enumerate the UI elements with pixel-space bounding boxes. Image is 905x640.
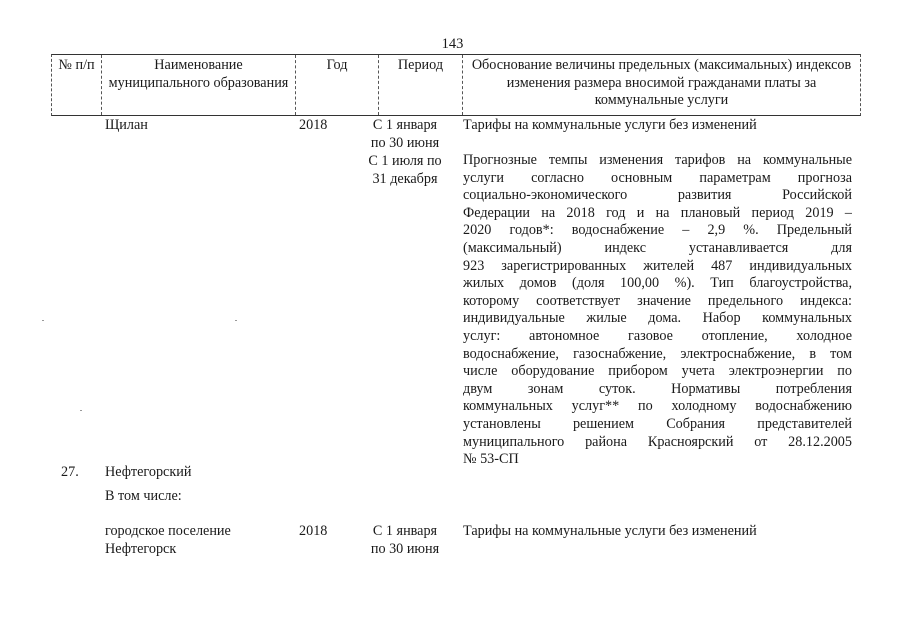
basis-line: установлены решением Собрания представителей [463,415,852,432]
basis-line: услуг: автономное газовое отопление, холодное [463,327,852,344]
basis-line: которому соответствует значение предельного индекса: [463,292,852,309]
neftegorsk-period-end: по 30 июня [370,541,440,557]
header-number: № п/п [52,55,102,115]
basis-line: (максимальный) индекс устанавливается для [463,239,852,256]
header-municipality: Наименование муниципального образования [102,55,296,115]
basis-line: 923 зарегистрированных жителей 487 индивидуальных [463,257,852,274]
header-year: Год [296,55,379,115]
basis-line: социально-экономического развития Российской [463,187,852,204]
basis-line: водоснабжение, газоснабжение, электроснабжение, в том [463,345,852,362]
page-number: 143 [441,36,464,52]
basis-line: № 53-СП [463,451,519,468]
basis-line: услуги согласно основным параметрам прогноза [463,169,852,186]
neftegorsky-name: Нефтегорский [105,464,192,480]
scan-speck [80,410,82,411]
basis-line: жилых домов (доля 100,00 %). Тип благоустройства, [463,275,852,292]
header-basis: Обоснование величины предельных (максимальных) индексов изменения размера вносимой гражданами платы за коммунальные услуги [471,57,852,109]
basis-line: муниципального района Красноярский от 28.12.2005 [463,433,852,450]
table-header [51,54,861,116]
neftegorsk-basis: Тарифы на коммунальные услуги без изменений [463,523,757,539]
neftegorsky-subtitle: В том числе: [105,488,182,504]
header-period: Период [379,55,463,115]
basis-line: коммунальных услуг** по холодному водоснабжению [463,398,852,415]
basis-line: индивидуальные жилые дома. Набор коммунальных [463,310,852,327]
basis-line: числе оборудование прибором учета электроэнергии по [463,363,852,380]
neftegorsk-name-line1: городское поселение [105,523,231,539]
scan-speck [235,320,237,321]
neftegorsk-year: 2018 [299,523,328,539]
basis-line: Федерации на 2018 год и на плановый период 2019 – [463,204,852,221]
shchilan-basis1: Тарифы на коммунальные услуги без изменений [463,117,757,133]
basis-line: двум зонам суток. Нормативы потребления [463,380,852,397]
row-number-27: 27. [61,464,79,480]
shchilan-basis2 [463,152,852,469]
shchilan-period1-end: по 30 июня [370,135,440,151]
basis-line: Прогнозные темпы изменения тарифов на коммунальные [463,152,852,168]
basis-line: 2020 годов*: водоснабжение – 2,9 %. Предельный [463,222,852,239]
shchilan-period1-start: С 1 января [372,117,438,133]
shchilan-period2-end: 31 декабря [372,171,438,187]
shchilan-year: 2018 [299,117,328,133]
shchilan-period2-start: С 1 июля по [368,153,442,169]
neftegorsk-period-start: С 1 января [372,523,438,539]
shchilan-name: Щилан [105,117,148,133]
neftegorsk-name-line2: Нефтегорск [105,541,177,557]
scan-speck [42,320,44,321]
